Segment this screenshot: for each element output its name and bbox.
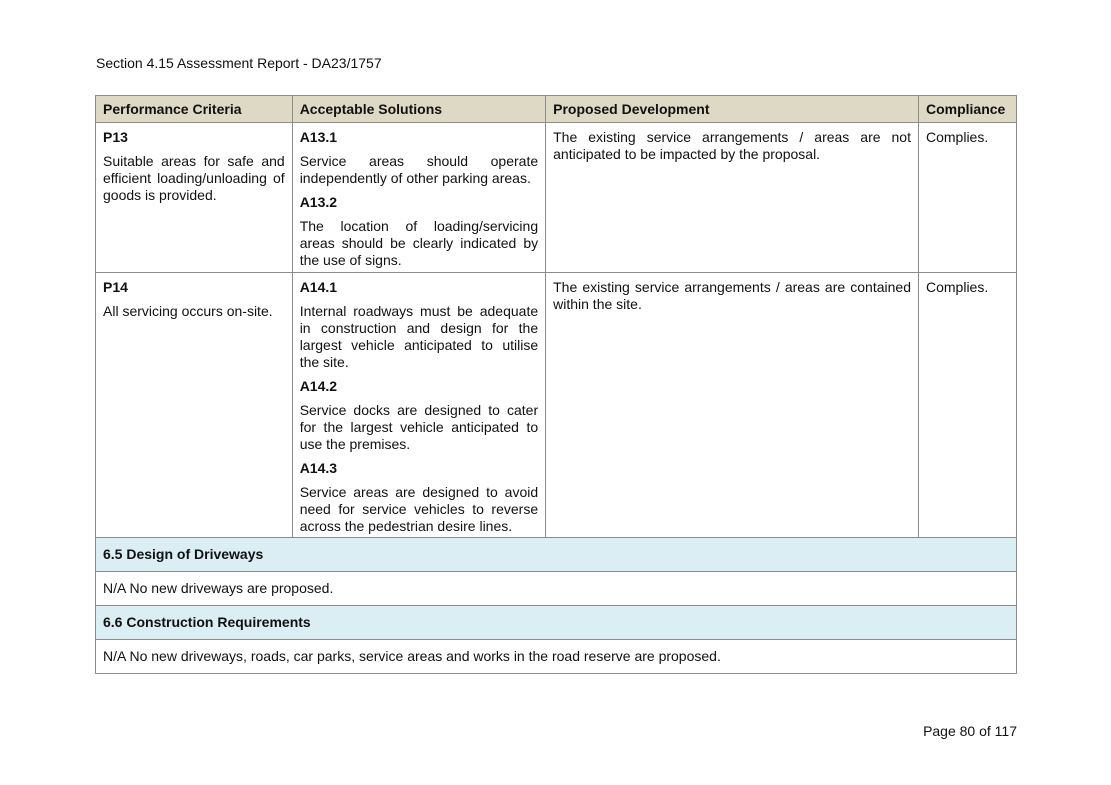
solution-id: A13.2 xyxy=(299,194,338,210)
solution-id: A14.1 xyxy=(299,279,338,295)
col-header-proposed-development: Proposed Development xyxy=(546,96,919,123)
section-heading-row xyxy=(96,538,1017,572)
solutions-cell xyxy=(292,273,545,538)
compliance-cell: Complies. xyxy=(918,273,1016,538)
proposed-cell: The existing service arrangements / areas are contained within the site. xyxy=(546,273,919,538)
section-heading-construction: 6.6 Construction Requirements xyxy=(96,606,1017,640)
criteria-cell xyxy=(96,123,293,273)
criteria-text: All servicing occurs on-site. xyxy=(103,303,273,319)
table-header-row xyxy=(96,96,1017,123)
section-heading-row xyxy=(96,606,1017,640)
criteria-id: P14 xyxy=(103,279,128,295)
section-text-row xyxy=(96,640,1017,674)
solution-id: A13.1 xyxy=(299,129,338,145)
col-header-compliance: Compliance xyxy=(918,96,1016,123)
section-text-construction: N/A No new driveways, roads, car parks, service areas and works in the road reserve are proposed. xyxy=(96,640,1017,674)
solution-text: Service areas are designed to avoid need for service vehicles to reverse across the pedestrian desire lines. xyxy=(299,484,539,534)
assessment-table xyxy=(95,95,1017,674)
section-text-driveways: N/A No new driveways are proposed. xyxy=(96,572,1017,606)
col-header-performance-criteria: Performance Criteria xyxy=(96,96,293,123)
criteria-id: P13 xyxy=(103,129,128,145)
section-text-row xyxy=(96,572,1017,606)
solution-text: Internal roadways must be adequate in construction and design for the largest vehicle anticipated to utilise the site. xyxy=(299,303,539,370)
solutions-cell xyxy=(292,123,545,273)
solution-text: Service docks are designed to cater for the largest vehicle anticipated to use the premises. xyxy=(299,402,539,452)
proposed-cell: The existing service arrangements / areas are not anticipated to be impacted by the proposal. xyxy=(546,123,919,273)
page-number: Page 80 of 117 xyxy=(923,723,1017,739)
criteria-cell xyxy=(96,273,293,538)
compliance-cell: Complies. xyxy=(918,123,1016,273)
solution-id: A14.3 xyxy=(299,460,338,476)
table-row xyxy=(96,273,1017,538)
table-row xyxy=(96,123,1017,273)
page-header: Section 4.15 Assessment Report - DA23/1757 xyxy=(96,55,382,71)
section-heading-driveways: 6.5 Design of Driveways xyxy=(96,538,1017,572)
solution-id: A14.2 xyxy=(299,378,338,394)
criteria-text: Suitable areas for safe and efficient loading/unloading of goods is provided. xyxy=(103,153,285,203)
solution-text: Service areas should operate independently of other parking areas. xyxy=(299,153,539,186)
solution-text: The location of loading/servicing areas should be clearly indicated by the use of signs. xyxy=(299,218,539,268)
col-header-acceptable-solutions: Acceptable Solutions xyxy=(292,96,545,123)
